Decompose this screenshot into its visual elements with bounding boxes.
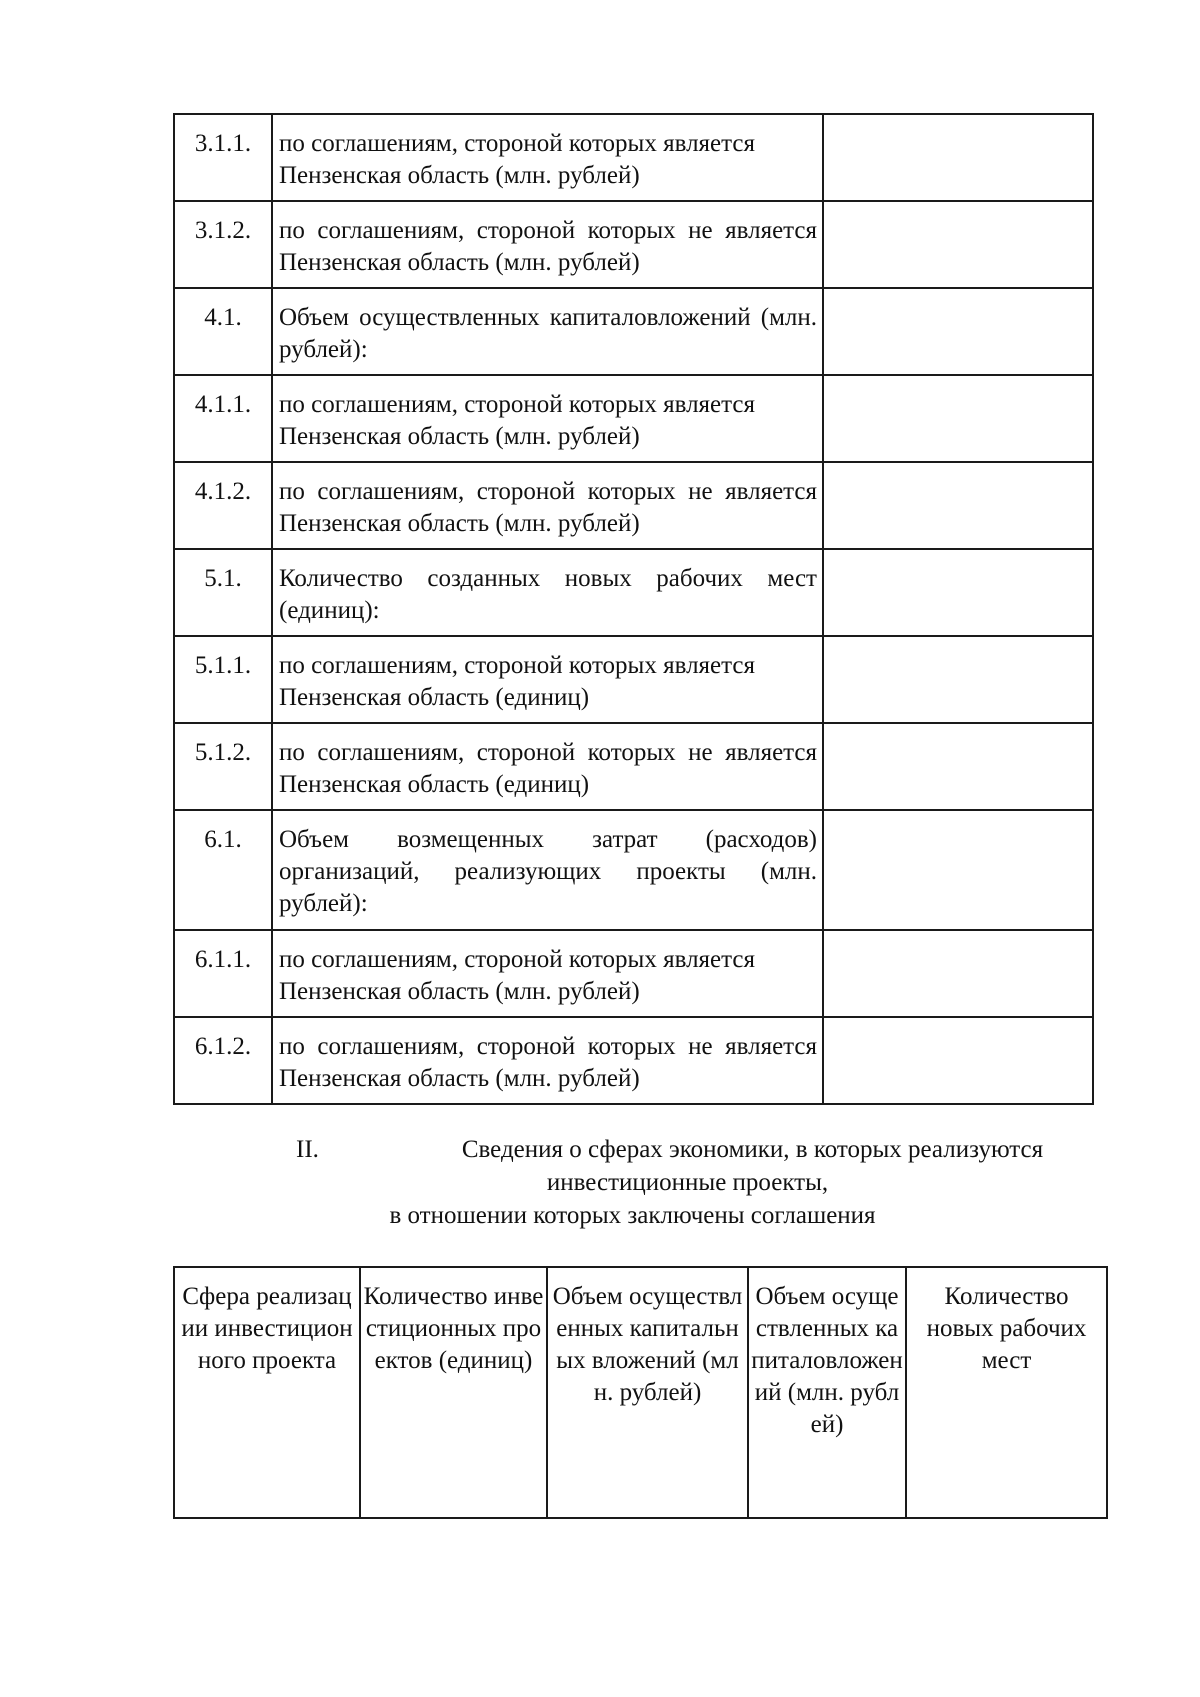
row-description: по соглашениям, стороной которых является Пензенская область (единиц): [272, 636, 823, 723]
table-row: [174, 201, 1093, 288]
table-row: [174, 114, 1093, 201]
col-header-capital-investment: Объем осуществленных капитальных вложений (млн. рублей): [547, 1267, 748, 1518]
heading-line-1: [173, 1133, 1092, 1166]
table-row: [174, 288, 1093, 375]
col-header-sphere: Сфера реализации инвестиционного проекта: [174, 1267, 360, 1518]
row-value-cell[interactable]: [823, 549, 1093, 636]
row-description: по соглашениям, стороной которых не является Пензенская область (млн. рублей): [272, 462, 823, 549]
row-value-cell[interactable]: [823, 1017, 1093, 1104]
section-heading: [173, 1133, 1092, 1232]
row-number: 4.1.2.: [174, 462, 272, 549]
heading-line-3: в отношении которых заключены соглашения: [389, 1202, 876, 1229]
row-description: Объем возмещенных затрат (расходов) организаций, реализующих проекты (млн. рублей):: [272, 810, 823, 930]
row-description: Объем осуществленных капиталовложений (млн. рублей):: [272, 288, 823, 375]
row-number: 6.1.1.: [174, 930, 272, 1017]
row-number: 3.1.2.: [174, 201, 272, 288]
heading-line-1-text: Сведения о сферах экономики, в которых реализуются: [461, 1136, 1044, 1163]
row-value-cell[interactable]: [823, 288, 1093, 375]
row-description: по соглашениям, стороной которых не является Пензенская область (млн. рублей): [272, 1017, 823, 1104]
col-header-new-jobs: Количество новых рабочих мест: [906, 1267, 1107, 1518]
table-row: [174, 1017, 1093, 1104]
row-value-cell[interactable]: [823, 375, 1093, 462]
col-header-capital-investment-2: Объем осуществленных капиталовложений (млн. рублей): [748, 1267, 906, 1518]
row-description: Количество созданных новых рабочих мест (единиц):: [272, 549, 823, 636]
row-value-cell[interactable]: [823, 636, 1093, 723]
table-row: [174, 723, 1093, 810]
row-value-cell[interactable]: [823, 114, 1093, 201]
row-description: по соглашениям, стороной которых является Пензенская область (млн. рублей): [272, 114, 823, 201]
row-number: 3.1.1.: [174, 114, 272, 201]
indicators-table: [173, 113, 1094, 1105]
row-value-cell[interactable]: [823, 462, 1093, 549]
row-description: по соглашениям, стороной которых является Пензенская область (млн. рублей): [272, 930, 823, 1017]
table-row: [174, 375, 1093, 462]
table-header-row: [174, 1267, 1107, 1518]
row-description: по соглашениям, стороной которых не является Пензенская область (млн. рублей): [272, 201, 823, 288]
row-number: 4.1.: [174, 288, 272, 375]
row-description: по соглашениям, стороной которых не является Пензенская область (единиц): [272, 723, 823, 810]
row-value-cell[interactable]: [823, 723, 1093, 810]
economy-spheres-table: [173, 1266, 1108, 1519]
table-row: [174, 930, 1093, 1017]
table-row: [174, 549, 1093, 636]
section-number: II.: [296, 1136, 319, 1163]
row-value-cell[interactable]: [823, 201, 1093, 288]
table-row: [174, 810, 1093, 930]
table-row: [174, 636, 1093, 723]
row-description: по соглашениям, стороной которых является Пензенская область (млн. рублей): [272, 375, 823, 462]
row-number: 6.1.: [174, 810, 272, 930]
row-number: 5.1.2.: [174, 723, 272, 810]
row-number: 5.1.1.: [174, 636, 272, 723]
heading-line-2: инвестиционные проекты,: [546, 1169, 829, 1196]
row-number: 6.1.2.: [174, 1017, 272, 1104]
row-value-cell[interactable]: [823, 930, 1093, 1017]
table-row: [174, 462, 1093, 549]
row-value-cell[interactable]: [823, 810, 1093, 930]
row-number: 4.1.1.: [174, 375, 272, 462]
row-number: 5.1.: [174, 549, 272, 636]
col-header-project-count: Количество инвестиционных проектов (единиц): [360, 1267, 547, 1518]
